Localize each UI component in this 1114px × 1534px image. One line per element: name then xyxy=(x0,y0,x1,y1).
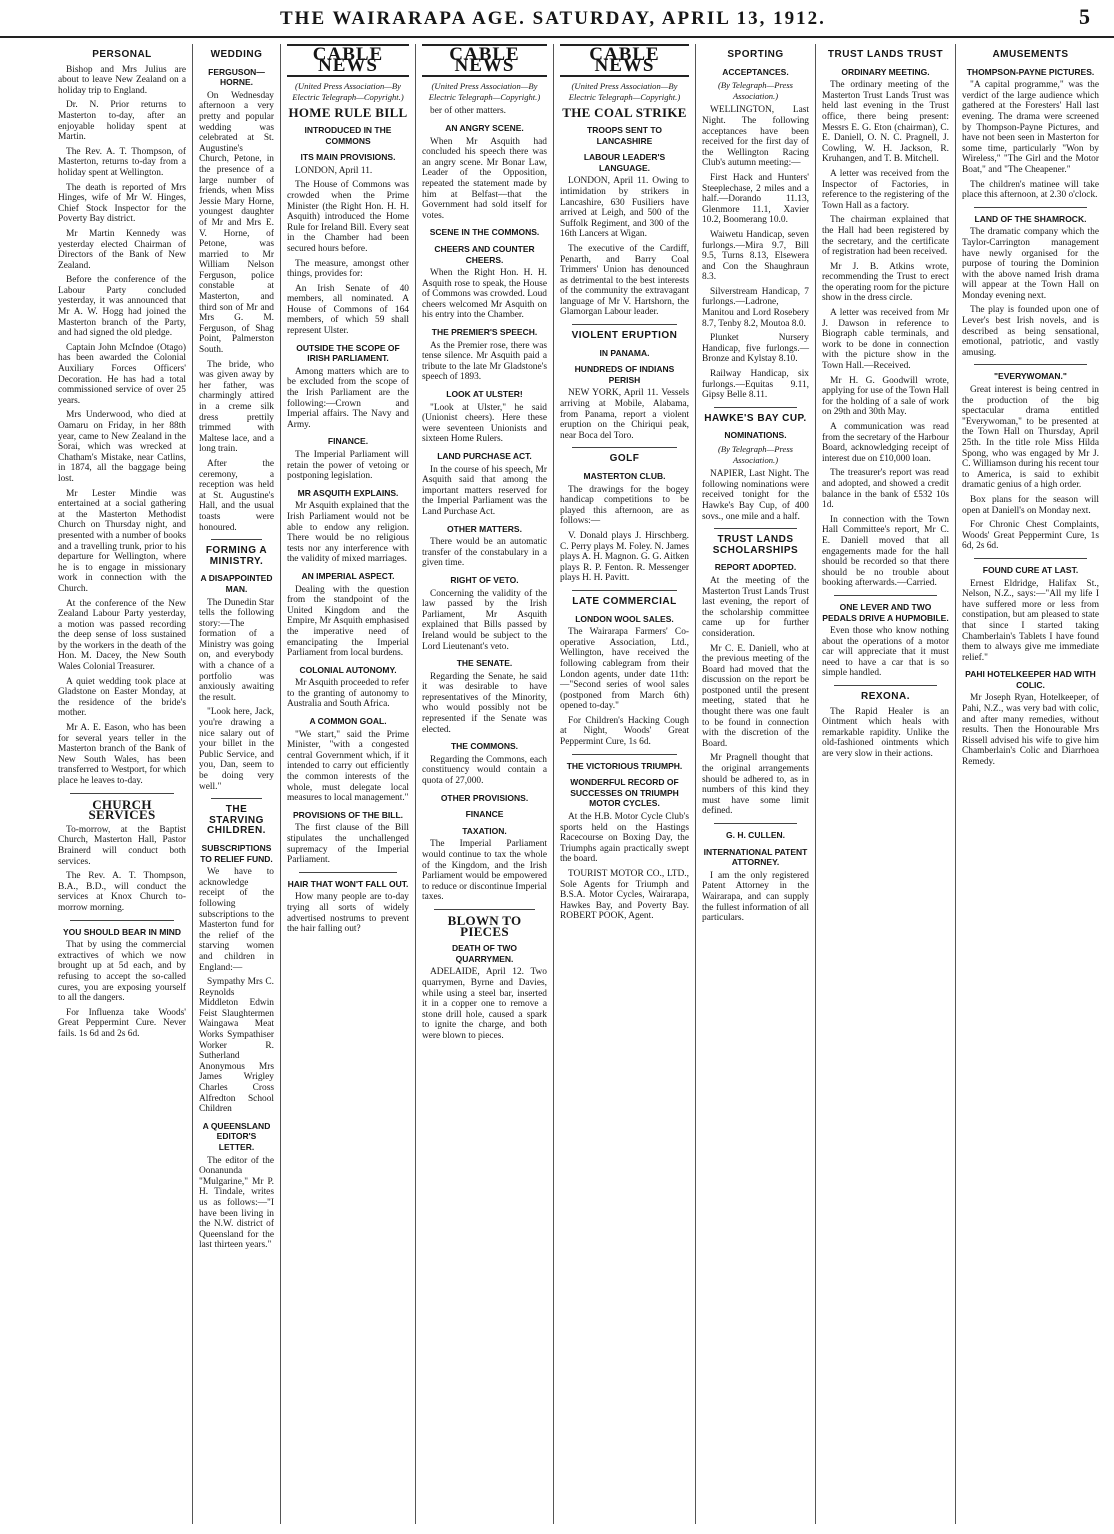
paragraph: LONDON, April 11. Owing to intimidation by strikers in Lancashire, 630 Fusiliers have arrived at Leigh, and 500 of the Suffolk Regiment, and 300 of the 16th Lancers at Wigan. xyxy=(560,176,689,240)
paragraph: Dealing with the question from the standpoint of the United Kingdom and the Empire, Mr Asquith emphasised the imperative need of emancipating the Imperial Parliament from local burdens. xyxy=(287,584,409,659)
paragraph: The children's matinee will take place this afternoon, at 2.30 o'clock. xyxy=(962,179,1099,201)
paragraph: Bishop and Mrs Julius are about to leave New Zealand on a holiday trip to England. xyxy=(58,64,186,96)
column-cable-news-home-rule xyxy=(280,44,415,1524)
section-heading: CHURCH SERVICES xyxy=(88,796,156,823)
paragraph: Mr H. G. Goodwill wrote, applying for use of the Town Hall for the holding of a sale of work on 29th and 30th May. xyxy=(822,375,949,418)
paragraph: The Wairarapa Farmers' Co-operative Association, Ltd., Wellington, have received the following cablegram from their London agents, under date 11th:—"Second series of wool sales (postponed from March 6th) opened to-day." xyxy=(560,627,689,712)
headline: THE COAL STRIKE xyxy=(562,105,687,121)
paragraph: Dr. N. Prior returns to Masterton to-day, after an enjoyable holiday spent at Martin. xyxy=(58,100,186,143)
paragraph: To-morrow, at the Baptist Church, Masterton Hall, Pastor Brainerd will conduct both services. xyxy=(58,824,186,867)
advert-text: How many people are to-day trying all sorts of widely advertised nostrums to prevent the hair falling out? xyxy=(287,892,409,935)
column-wedding xyxy=(192,44,280,1524)
paragraph: The bride, who was given away by her father, was charmingly attired in a creme silk dress prettily trimmed with Maltese lace, and a long train. xyxy=(199,359,274,455)
paragraph: When the Right Hon. H. H. Asquith rose to speak, the House of Commons was crowded. Loud cheers welcomed Mr Asquith on his entry into the Chamber. xyxy=(422,268,547,321)
divider xyxy=(834,595,937,596)
divider xyxy=(434,909,535,910)
paragraph: The House of Commons was crowded when the Prime Minister (the Right Hon. H. H. Asquith) introduced the Home Rule for Ireland Bill. Every seat in the Chamber had been secured hours before. xyxy=(287,180,409,254)
section-heading: TRUST LANDS SCHOLARSHIPS xyxy=(712,534,799,556)
paragraph: The editor of the Oonanunda "Mulgarine," Mr P. H. Tindale, writes us as follows:—"I have been living in the N.W. district of Queensland for the last thirteen years." xyxy=(199,1155,274,1251)
sub-heading: ITS MAIN PROVISIONS. xyxy=(300,152,396,163)
sub-heading: COLONIAL AUTONOMY. xyxy=(299,664,397,675)
section-heading: LATE COMMERCIAL xyxy=(572,595,677,607)
paragraph: "A capital programme," was the verdict of the large audience which gathered at the Foresters' Hall last evening. The drama were screened by Thompson-Payne Pictures, and have not been seen in Masterton for some time, particularly "Won by Wireless," "The Girl and the Motor Boat," and "The Cheapener." xyxy=(962,80,1099,175)
paragraph: Mr Asquith proceeded to refer to the granting of autonomy to Australia and South Africa. xyxy=(287,678,409,710)
paragraph: In connection with the Town Hall Committee's report, Mr C. E. Daniell moved that all engagements made for the hall should be recorded so that there should be no trouble about booking afterwards.—Carried. xyxy=(822,514,949,589)
sub-heading: NOMINATIONS. xyxy=(724,430,787,441)
paragraph: Among matters which are to be excluded from the scope of the Irish Parliament are the following:—Crown and Imperial affairs. The Navy and Army. xyxy=(287,366,409,430)
press-credit: (By Telegraph—Press Association.) xyxy=(717,80,794,101)
paragraph: The treasurer's report was read and adopted, and showed a credit balance in the bank of £532 10s 1d. xyxy=(822,468,949,511)
column-cable-news-commons xyxy=(415,44,553,1524)
sub-heading: OTHER MATTERS. xyxy=(447,523,522,534)
advert-text: The Rapid Healer is an Ointment which heals with remarkable rapidity. Unlike the old-fashioned ointments which are very slow in their actions. xyxy=(822,706,949,760)
subscription-list: Sympathy Mrs C. Reynolds Middleton Edwin Feist Slaughtermen Waingawa Meat Works Sympathiser Worker R. Sutherland Anonymous Mrs James Wrigley Charles Cross Alfredton School Children xyxy=(199,977,274,1115)
paragraph: Mr Pragnell thought that the original arrangements should be adhered to, as in numbers of this kind they must have some limit defined. xyxy=(702,753,809,817)
paragraph: A letter was received from the Inspector of Factories, in reference to the registering of the Town Hall as a factory. xyxy=(822,168,949,211)
sub-heading: THE PREMIER'S SPEECH. xyxy=(431,327,538,338)
advert-heading: PAHI HOTELKEEPER HAD WITH COLIC. xyxy=(965,669,1096,690)
section-heading: THE STARVING CHILDREN. xyxy=(207,804,266,837)
paragraph: The executive of the Cardiff, Penarth, and Barry Coal Trimmers' Union has denounced as detrimental to the best interests of the community the extravagant language of Mr V. Hartshorn, the Glamorgan Labour leader. xyxy=(560,243,689,318)
sub-heading: THE SENATE. xyxy=(456,658,513,669)
press-credit: (United Press Association—By Electric Telegraph—Copyright.) xyxy=(568,81,681,102)
paragraph: Mr Martin Kennedy was yesterday elected Chairman of Directors of the Bank of New Zealand. xyxy=(58,228,186,271)
paragraph: The Rev. A. T. Thompson, of Masterton, returns to-day from a holiday spent at Wellington. xyxy=(58,146,186,178)
paragraph: WELLINGTON, Last Night. The following acceptances have been received for the first day of the Wellington Racing Club's autumn meeting:— xyxy=(702,105,809,169)
sub-heading: A QUEENSLAND EDITOR'S LETTER. xyxy=(202,1120,271,1152)
section-heading: VIOLENT ERUPTION xyxy=(571,330,678,342)
paragraph: The play is founded upon one of Lever's best Irish novels, and is described as being sensational, emotional, patriotic, and vastly amusing. xyxy=(962,305,1099,358)
masthead xyxy=(0,0,1114,38)
sub-heading: ACCEPTANCES. xyxy=(722,66,789,77)
paragraph: The Rev. A. T. Thompson, B.A., B.D., will conduct the services at Knox Church to-morrow morning. xyxy=(58,871,186,913)
sub-heading: ORDINARY MEETING. xyxy=(841,66,930,77)
advert-heading: FOUND CURE AT LAST. xyxy=(982,564,1079,575)
paragraph: Captain John McIndoe (Otago) has been awarded the Colonial Auxiliary Forces Officers' Decoration. He has had a total commissioned service of over 25 years. xyxy=(58,342,186,406)
advert-text: TOURIST MOTOR CO., LTD., Sole Agents for Triumph and B.S.A. Motor Cycles, Wairarapa, Hawkes Bay, and Poverty Bay. ROBERT POOK, Agent. xyxy=(560,869,689,922)
advert-heading: YOU SHOULD BEAR IN MIND xyxy=(62,926,182,937)
advert-text: Even those who know nothing about the operations of a motor car will appreciate that it must need to have a car that is so simple handled. xyxy=(822,626,949,679)
paragraph: ber of other matters. xyxy=(430,106,507,117)
sub-heading: REPORT ADOPTED. xyxy=(714,562,797,573)
paragraph: For Influenza take Woods' Great Peppermint Cure. Never fails. 1s 6d and 2s 6d. xyxy=(58,1007,186,1039)
divider xyxy=(572,590,677,591)
section-heading: GOLF xyxy=(609,453,640,465)
paragraph: The Dunedin Star tells the following story:—The formation of a Ministry was going on, and everybody with a chance of a portfolio was anxiously awaiting the result. xyxy=(199,597,274,703)
paragraph: The dramatic company which the Taylor-Carrington management have newly organised for the purpose of touring the Dominion with the above named Irish drama will appear at the Town Hall on Monday evening next. xyxy=(962,227,1099,301)
sub-heading: PROVISIONS OF THE BILL. xyxy=(292,809,404,820)
paragraph: For Chronic Chest Complaints, Woods' Great Peppermint Cure, 1s 6d, 2s 6d. xyxy=(962,520,1099,552)
section-heading: HAWKE'S BAY CUP. xyxy=(704,412,807,424)
sub-heading: DEATH OF TWO QUARRYMEN. xyxy=(452,943,517,964)
column-sporting xyxy=(695,44,815,1524)
sub-heading: FINANCE xyxy=(465,809,504,820)
paragraph: Railway Handicap, six furlongs.—Equitas 9.11, Gipsy Belle 8.11. xyxy=(702,369,809,401)
advert-subheading: WONDERFUL RECORD OF SUCCESSES ON TRIUMPH MOTOR CYCLES. xyxy=(570,777,679,809)
advert-heading: REXONA. xyxy=(860,691,911,703)
paragraph: Regarding the Commons, each constituency would contain a quota of 27,000. xyxy=(422,754,547,787)
divider xyxy=(70,920,174,921)
divider xyxy=(714,528,797,529)
paragraph: When Mr Asquith had concluded his speech there was an angry scene. Mr Bonar Law, Leader of the Opposition, repeated the statement made by him at Belfast—that the Government had sold itself for votes. xyxy=(422,136,547,221)
paragraph: The ordinary meeting of the Masterton Trust Lands Trust was held last evening in the Trust office, there being present: Messrs E. G. Eton (chairman), C. E. Daniell, O. N. C. Pragnell, J. Cowling, W. H. Jackson, R. Kruhangen, and T. B. Mitchell. xyxy=(822,80,949,165)
paragraph: Mr C. E. Daniell, who at the previous meeting of the Board had moved that the discussion on the report be postponed until the present meeting, stated that he thought there was one fault to be found in connection with the discretion of the Board. xyxy=(702,643,809,749)
paragraph: NEW YORK, April 11. Vessels arriving at Mobile, Alabama, from Panama, report a violent eruption on the Chiriqui peak, near Boca del Toro. xyxy=(560,388,689,441)
paragraph: "We start," said the Prime Minister, "with a congested central Government which, if it intended to carry out efficiently the common interests of the whole, must delegate local measures to local management." xyxy=(287,729,409,804)
section-heading: PERSONAL xyxy=(92,49,152,60)
sub-heading: A COMMON GOAL. xyxy=(309,716,387,727)
divider xyxy=(834,685,937,686)
paragraph: In the course of his speech, Mr Asquith said that among the important matters reserved for the Imperial Parliament was the Land Purchase Act. xyxy=(422,464,547,517)
paragraph: The measure, amongst other things, provides for: xyxy=(287,258,409,280)
paragraph: A letter was received from Mr J. Dawson in reference to Biograph cable terminals, and work to be done in connection with the picture show in the Town Hall.—Received. xyxy=(822,308,949,372)
sub-heading: LAND OF THE SHAMROCK. xyxy=(974,213,1087,224)
paragraph: At the meeting of the Masterton Trust Lands Trust last evening, the report of the scholarship committee came up for further consideration. xyxy=(702,575,809,639)
divider xyxy=(211,798,262,799)
sub-heading: A DISAPPOINTED MAN. xyxy=(200,573,273,594)
paragraph: The Imperial Parliament would continue to tax the whole of the Kingdom, and the Irish Parliament would be empowered to reduce or discontinue Imperial taxes. xyxy=(422,839,547,903)
paragraph: Mrs Underwood, who died at Oamaru on Friday, in her 88th year, came to New Zealand in the Sorai, which was wrecked at Chatham's Mistake, near Catlins, in 1874, all the baggage being lost. xyxy=(58,410,186,484)
paragraph: "Look here, Jack, you're drawing a nice salary out of your billet in the Public Service, and you, Dan, seem to be doing very well." xyxy=(199,707,274,792)
paragraph: We have to acknowledge receipt of the following subscriptions to the Masterton fund for the relief of the starving women and children in England:— xyxy=(199,867,274,973)
sub-heading: FERGUSON—HORNE. xyxy=(208,66,265,88)
column-personal xyxy=(52,44,192,1524)
paragraph: The chairman explained that the Hall had been registered by the secretary, and the certificate of registration had been received. xyxy=(822,215,949,258)
divider xyxy=(974,558,1087,559)
paragraph: Mr J. B. Atkins wrote, recommending the Trust to erect the operating room for the picture show in the dress circle. xyxy=(822,261,949,304)
advert-text: That by using the commercial extractives of which we now brought up at 5d each, and by refusing to accept the so-called cures, you are exposing yourself to all the dangers. xyxy=(58,940,186,1004)
sub-heading: SUBSCRIPTIONS TO RELIEF FUND. xyxy=(200,842,273,864)
advert-text: I am the only registered Patent Attorney in the Wairarapa, and can supply the fullest information of all particulars. xyxy=(702,870,809,924)
section-heading: SPORTING xyxy=(727,49,784,60)
headline: BLOWN TO PIECES xyxy=(447,912,522,939)
press-credit: (By Telegraph—Press Association.) xyxy=(717,444,794,465)
paragraph: NAPIER, Last Night. The following nominations were received tonight for the Hawke's Bay Cup, of 400 sovs., one mile and a half. xyxy=(702,469,809,522)
newspaper-title: THE WAIRARAPA AGE. SATURDAY, APRIL 13, 1912. xyxy=(280,8,826,29)
section-heading: WEDDING xyxy=(210,49,263,60)
column-amusements xyxy=(955,44,1105,1524)
divider xyxy=(974,364,1087,365)
divider xyxy=(572,324,677,325)
paragraph: Box plans for the season will open at Daniell's on Monday next. xyxy=(962,494,1099,516)
advert-text: Ernest Eldridge, Halifax St., Nelson, N.Z., says:—"All my life I have suffered more or less from constipation, but am pleased to state that since I started taking Chamberlain's Tablets I have found them to always give me immediate relief." xyxy=(962,578,1099,663)
paragraph: Plunket Nursery Handicap, five furlongs.—Bronze and Kylstay 8.10. xyxy=(702,333,809,365)
advert-heading: ONE LEVER AND TWO PEDALS DRIVE A HUPMOBILE. xyxy=(822,601,949,623)
paragraph: At the conference of the New Zealand Labour Party yesterday, a motion was passed recording the deep sense of loss sustained by the workers in the death of the Hon. M. Dacey, the New South Wales Colonial Treasurer. xyxy=(58,598,186,673)
paragraph: The death is reported of Mrs Hinges, wife of Mr W. Hinges, Chief Stock Inspector for the Poverty Bay district. xyxy=(58,182,186,225)
paragraph: Mr A. E. Eason, who has been for several years teller in the Masterton branch of the Bank of New South Wales, has been transferred to Westport, for which place he leaves to-day. xyxy=(58,723,186,786)
advert-subheading: INTERNATIONAL PATENT ATTORNEY. xyxy=(703,846,808,868)
paragraph: After the ceremony, a reception was held at St. Augustine's Hall, and the usual toasts were honoured. xyxy=(199,458,274,533)
section-heading: TRUST LANDS TRUST xyxy=(827,49,944,60)
sub-heading: INTRODUCED IN THE COMMONS xyxy=(304,124,392,146)
press-credit: (United Press Association—By Electric Telegraph—Copyright.) xyxy=(292,81,404,102)
sub-heading: RIGHT OF VETO. xyxy=(450,574,519,585)
headline: HOME RULE BILL xyxy=(288,105,408,121)
paragraph: There would be an automatic transfer of the constabulary in a given time. xyxy=(422,537,547,569)
paragraph: Great interest is being centred in the production of the big spectacular drama entitled "Everywoman," to be presented at the Town Hall on Thursday, April 25th. In the title role Miss Hilda Spong, who was engaged by Mr J. C. Williamson during his recent tour to America, is said to exhibit dramatic genius of a high order. xyxy=(962,385,1099,491)
paragraph: A communication was read from the secretary of the Harbour Board, acknowledging receipt of interest due on £10,000 loan. xyxy=(822,422,949,464)
paragraph: The first clause of the Bill stipulates the unchallenged supremacy of the Imperial Parliament. xyxy=(287,823,409,866)
paragraph: Before the conference of the Labour Party concluded yesterday, it was announced that Mr A. W. Hogg had joined the Masterton branch of the Party, and had signed the old pledge. xyxy=(58,275,186,339)
cable-news-heading: CABLE NEWS xyxy=(560,44,689,77)
sub-heading: FINANCE. xyxy=(327,436,369,447)
paragraph: Silverstream Handicap, 7 furlongs.—Ladrone, Manitou and Lord Rosebery 8.7, Tenby 8.2, Moutoa 8.0. xyxy=(702,286,809,329)
cable-news-heading: CABLE NEWS xyxy=(287,44,409,77)
column-cable-news-coal-strike xyxy=(553,44,695,1524)
divider xyxy=(299,872,397,873)
sub-heading: OTHER PROVISIONS. xyxy=(440,792,529,803)
column-trust-lands xyxy=(815,44,955,1524)
paragraph: Mr Asquith explained that the Irish Parliament would not be able to endow any religion. There would be no religious tests nor any interference with the validity of mixed marriages. xyxy=(287,501,409,565)
divider xyxy=(572,754,677,755)
section-heading: AMUSEMENTS xyxy=(992,49,1069,60)
paragraph: Mr Lester Mindie was entertained at a social gathering at the Masterton Methodist Church on Thursday night, and presented with a number of books and a travelling trunk, prior to his departure for Wellington, where he is to engage in missionary work in connection with the Church. xyxy=(58,488,186,594)
sub-heading: HUNDREDS OF INDIANS PERISH xyxy=(574,364,675,385)
sub-heading: LOOK AT ULSTER! xyxy=(446,389,523,400)
sub-heading: THE COMMONS. xyxy=(450,741,519,752)
paragraph: "Look at Ulster," he said (Unionist cheers). Here these were seventeen Unionists and sixteen Home Rulers. xyxy=(422,402,547,445)
cable-news-heading: CABLE NEWS xyxy=(422,44,547,77)
paragraph: Regarding the Senate, he said it was desirable to have representatives of the Minority, who would possibly not be represented if the Senate was elected. xyxy=(422,671,547,735)
press-credit: (United Press Association—By Electric Telegraph—Copyright.) xyxy=(428,81,541,102)
paragraph: Concerning the validity of the law passed by the Irish Parliament, Mr Asquith explained that Bills passed by Ireland would be subject to the Lord Lieutenant's veto. xyxy=(422,588,547,652)
paragraph: A quiet wedding took place at Gladstone on Easter Monday, at the residence of the bride's mother. xyxy=(58,676,186,719)
paragraph: ADELAIDE, April 12. Two quarrymen, Byrne and Davies, while using a steel bar, inserted it in a copper one to remove a stone drill hole, caused a spark to ignite the charge, and both were blown to pieces. xyxy=(422,967,547,1041)
sub-heading: OUTSIDE THE SCOPE OF IRISH PARLIAMENT. xyxy=(296,342,400,364)
golf-draw-list: V. Donald plays J. Hirschberg. C. Perry plays M. Foley. N. James plays A. H. Magnon. G. G. Aitken plays R. P. Fenton. R. Messenger plays H. H. Pavitt. xyxy=(560,530,689,584)
advert-heading: THE VICTORIOUS TRIUMPH. xyxy=(566,760,683,771)
sub-heading: THOMPSON-PAYNE PICTURES. xyxy=(966,66,1095,77)
sub-heading: LAND PURCHASE ACT. xyxy=(437,451,532,461)
sub-heading: LABOUR LEADER'S LANGUAGE. xyxy=(583,152,666,173)
sub-heading: MASTERTON CLUB. xyxy=(583,471,666,481)
divider xyxy=(572,447,677,448)
paragraph: On Wednesday afternoon a very pretty and popular wedding was celebrated at St. Augustine's Church, Petone, in the presence of a large number of friends, when Miss Jessie Mary Horne, youngest daughter of Mr and Mrs E. V. Horne, of Petone, was married to Mr William Nelson Ferguson, police constable at Masterton, and third son of Mr and Mrs G. M. Ferguson, of Shag Point, Palmerston South. xyxy=(199,90,274,356)
paragraph: Waiwetu Handicap, seven furlongs.—Mira 9.7, Bill 9.5, Turns 8.13, Elsewera and Con the Shaughraun 8.3. xyxy=(702,229,809,283)
sub-heading: "EVERYWOMAN." xyxy=(994,371,1067,382)
paragraph: As the Premier rose, there was tense silence. Mr Asquith paid a tribute to the late Mr Gladstone's speech of 1893. xyxy=(422,340,547,383)
advert-text: At the H.B. Motor Cycle Club's sports held on the Hastings Racecourse on Boxing Day, the Triumphs again practically swept the board. xyxy=(560,812,689,865)
sub-heading: AN IMPERIAL ASPECT. xyxy=(301,570,395,581)
sub-heading: AN ANGRY SCENE. xyxy=(445,122,524,133)
paragraph: The Imperial Parliament will retain the power of vetoing or postponing legislation. xyxy=(287,450,409,482)
sub-heading: IN PANAMA. xyxy=(599,347,650,358)
sub-heading: LONDON WOOL SALES. xyxy=(575,613,674,624)
sub-heading: TAXATION. xyxy=(462,825,507,836)
advert-heading: HAIR THAT WON'T FALL OUT. xyxy=(287,878,409,889)
paragraph: The drawings for the bogey handicap competitions to be played this afternoon, are as follows:— xyxy=(560,484,689,527)
page-number: 5 xyxy=(1079,4,1090,29)
divider xyxy=(70,793,174,794)
divider xyxy=(211,539,262,540)
sub-heading: MR ASQUITH EXPLAINS. xyxy=(297,487,399,498)
paragraph: First Hack and Hunters' Steeplechase, 2 miles and a half.—Dorando 11.13, Glenmore 11.1, Xavier 10.2, Boomerang 10.0. xyxy=(702,172,809,226)
divider xyxy=(974,207,1087,208)
advert-heading: G. H. CULLEN. xyxy=(725,830,786,840)
sub-heading: TROOPS SENT TO LANCASHIRE xyxy=(587,124,662,146)
paragraph: For Children's Hacking Cough at Night, Woods' Great Peppermint Cure, 1s 6d. xyxy=(560,715,689,748)
section-heading: FORMING A MINISTRY. xyxy=(205,545,268,567)
paragraph: An Irish Senate of 40 members, all nominated. A House of Commons of 164 members, of which 59 shall represent Ulster. xyxy=(287,283,409,337)
advert-text: Mr Joseph Ryan, Hotelkeeper, of Pahi, N.Z., was very bad with colic, and after many remedies, without results. Then the Honourable Mrs Rissell advised his wife to give him Chamberlain's Colic and Diarrhoea Remedy. xyxy=(962,693,1099,768)
sub-heading: CHEERS AND COUNTER CHEERS. xyxy=(434,243,535,265)
divider xyxy=(714,407,797,408)
sub-heading: SCENE IN THE COMMONS. xyxy=(429,227,540,238)
dateline: LONDON, April 11. xyxy=(295,165,373,176)
divider xyxy=(714,823,797,824)
